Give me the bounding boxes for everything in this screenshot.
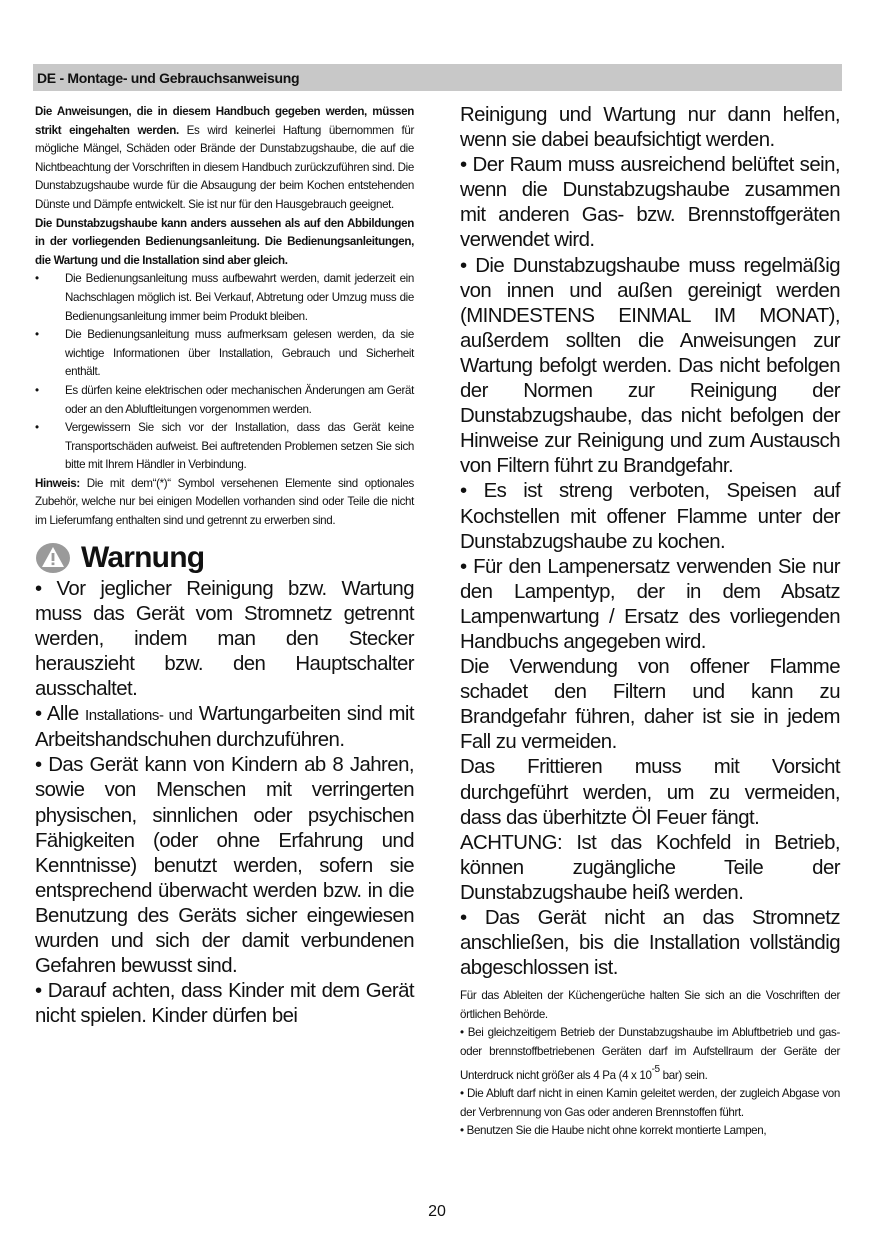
instructions-list xyxy=(35,270,414,475)
small-paragraph-4: • Benutzen Sie die Haube nicht ohne korrekt montierte Lampen, xyxy=(460,1124,767,1138)
right-paragraph-8: ACHTUNG: Ist das Kochfeld in Betrieb, können zugängliche Teile der Dunstabzugshaube heiß werden. xyxy=(460,831,840,904)
right-paragraph-2: • Der Raum muss ausreichend belüftet sein, wenn die Dunstabzugshaube zusammen mit anderen Gas- bzw. Brennstoffgeräten verwendet wird. xyxy=(460,154,840,252)
right-paragraph-1: Reinigung und Wartung nur dann helfen, wenn sie dabei beaufsichtigt werden. xyxy=(460,104,840,152)
warning-paragraph-1: • Vor jeglicher Reinigung bzw. Wartung muss das Gerät vom Stromnetz getrennt werden, indem man den Stecker herauszieht bzw. den Hauptschalter ausschaltet. xyxy=(35,577,414,701)
left-column xyxy=(35,103,414,1029)
right-paragraph-7: Das Frittieren muss mit Vorsicht durchgeführt werden, um zu vermeiden, dass das überhitzte Öl Feuer fängt. xyxy=(460,756,840,829)
right-paragraph-9: • Das Gerät nicht an das Stromnetz anschließen, bis die Installation vollständig abgeschlossen ist. xyxy=(460,907,840,980)
header-bar xyxy=(33,64,842,91)
right-paragraph-3: • Die Dunstabzugshaube muss regelmäßig von innen und außen gereinigt werden (MINDESTENS EINMAL IM MONAT), außerdem sollten die Anweisungen zur Wartung befolgt werden. Das nicht befolgen der Normen zur Reinigung der Dunstabzugshaube, das nicht befolgen der Hinweise zur Reinigung und zum Austausch von Filtern führt zu Brandgefahr. xyxy=(460,254,840,478)
warning-icon xyxy=(35,542,71,574)
page-title: DE - Montage- und Gebrauchsanweisung xyxy=(37,70,300,86)
small-text: • Bei gleichzeitigem Betrieb der Dunstabzugshaube im Abluftbetrieb und gas- oder brennstoffbetriebenen Geräten darf im Aufstellraum der Geräte der Unterdruck nicht größer als 4 Pa (4 x 10 xyxy=(460,1026,840,1082)
warning-paragraph-2 xyxy=(35,702,414,753)
list-item: • Die Bedienungsanleitung muss aufbewahrt werden, damit jederzeit ein Nachschlagen möglich ist. Bei Verkauf, Abtretung oder Umzug muss die Bedienungsanleitung immer beim Produkt bleiben. xyxy=(35,270,414,326)
right-column xyxy=(460,103,840,1141)
exponent: -5 xyxy=(651,1063,660,1075)
right-small-block xyxy=(460,987,840,1140)
right-paragraph-4: • Es ist streng verboten, Speisen auf Kochstellen mit offener Flamme unter der Dunstabzugshaube zu kochen. xyxy=(460,480,840,553)
list-item: • Die Bedienungsanleitung muss aufmerksam gelesen werden, da sie wichtige Informationen über Installation, Gebrauch und Sicherheit enthält. xyxy=(35,326,414,382)
warning-text-small: Installations- und xyxy=(84,707,193,725)
warning-title: Warnung xyxy=(81,540,205,574)
intro-text: Es wird keinerlei Haftung übernommen für mögliche Mängel, Schäden oder Brände der Dunstabzugshaube, die auf die Nichtbeachtung der Vorschriften in diesem Handbuch zurückzuführen sind. Die Dunstabzugshaube wurde für die Absaugung der beim Kochen entstehenden Dünste und Dämpfe entwickelt. Sie ist nur für den Hausgebrauch geeignet. xyxy=(35,123,414,211)
hint-text: Die mit dem“(*)“ Symbol versehenen Elemente sind optionales Zubehör, welche nur bei einigen Modellen vorhanden sind oder Teile die nicht im Lieferumfang enthalten sind und getrennt zu erwerben sind. xyxy=(35,476,414,528)
notice-bold: Die Dunstabzugshaube kann anders aussehen als auf den Abbildungen in der vorliegenden Bedienungsanleitung. Die Bedienungsanleitungen, die Wartung und die Installation sind aber gleich. xyxy=(35,216,414,267)
small-text: bar) sein. xyxy=(659,1068,708,1082)
intro-bold: Die Anweisungen, die in diesem Handbuch gegeben werden, müssen strikt eingehalten werden. xyxy=(35,105,414,137)
small-paragraph-2 xyxy=(460,1024,840,1085)
list-item: • Es dürfen keine elektrischen oder mechanischen Änderungen am Gerät oder an den Abluftleitungen vorgenommen werden. xyxy=(35,382,414,419)
hint-label: Hinweis: xyxy=(35,476,80,490)
warning-text: Wartungarbeiten sind mit Arbeitshandschuhen durchzuführen. xyxy=(35,703,414,752)
intro-paragraph xyxy=(35,103,414,215)
hint-paragraph xyxy=(35,475,414,531)
small-paragraph-1: Für das Ableiten der Küchengerüche halten Sie sich an die Voschriften der örtlichen Behörde. xyxy=(460,989,840,1021)
page-number: 20 xyxy=(428,1203,446,1220)
right-paragraph-5: • Für den Lampenersatz verwenden Sie nur den Lampentyp, der in dem Absatz Lampenwartung / Ersatz des vorliegenden Handbuchs angegeben wird. xyxy=(460,555,840,653)
notice-paragraph xyxy=(35,215,414,271)
warning-paragraph-4: • Darauf achten, dass Kinder mit dem Gerät nicht spielen. Kinder dürfen bei xyxy=(35,980,414,1028)
warning-text: • Alle xyxy=(35,703,85,726)
right-paragraph-6: Die Verwendung von offener Flamme schadet den Filtern und kann zu Brandgefahr führen, daher ist sie in jedem Fall zu vermeiden. xyxy=(460,656,840,754)
list-item: • Vergewissern Sie sich vor der Installation, dass das Gerät keine Transportschäden aufweist. Bei auftretenden Problemen setzen Sie sich bitte mit Ihrem Händler in Verbindung. xyxy=(35,419,414,475)
small-paragraph-3: • Die Abluft darf nicht in einen Kamin geleitet werden, der zugleich Abgase von der Verbrennung von Gas oder anderen Brennstoffen führt. xyxy=(460,1087,840,1119)
warning-heading xyxy=(35,541,414,575)
warning-paragraph-3: • Das Gerät kann von Kindern ab 8 Jahren, sowie von Menschen mit verringerten physischen, sinnlichen oder psychischen Fähigkeiten (oder ohne Erfahrung und Kenntnisse) benutzt werden, sofern sie entsprechend überwacht werden bzw. in die Benutzung des Geräts sicher eingewiesen wurden und sich der damit verbundenen Gefahren bewusst sind. xyxy=(35,754,414,978)
